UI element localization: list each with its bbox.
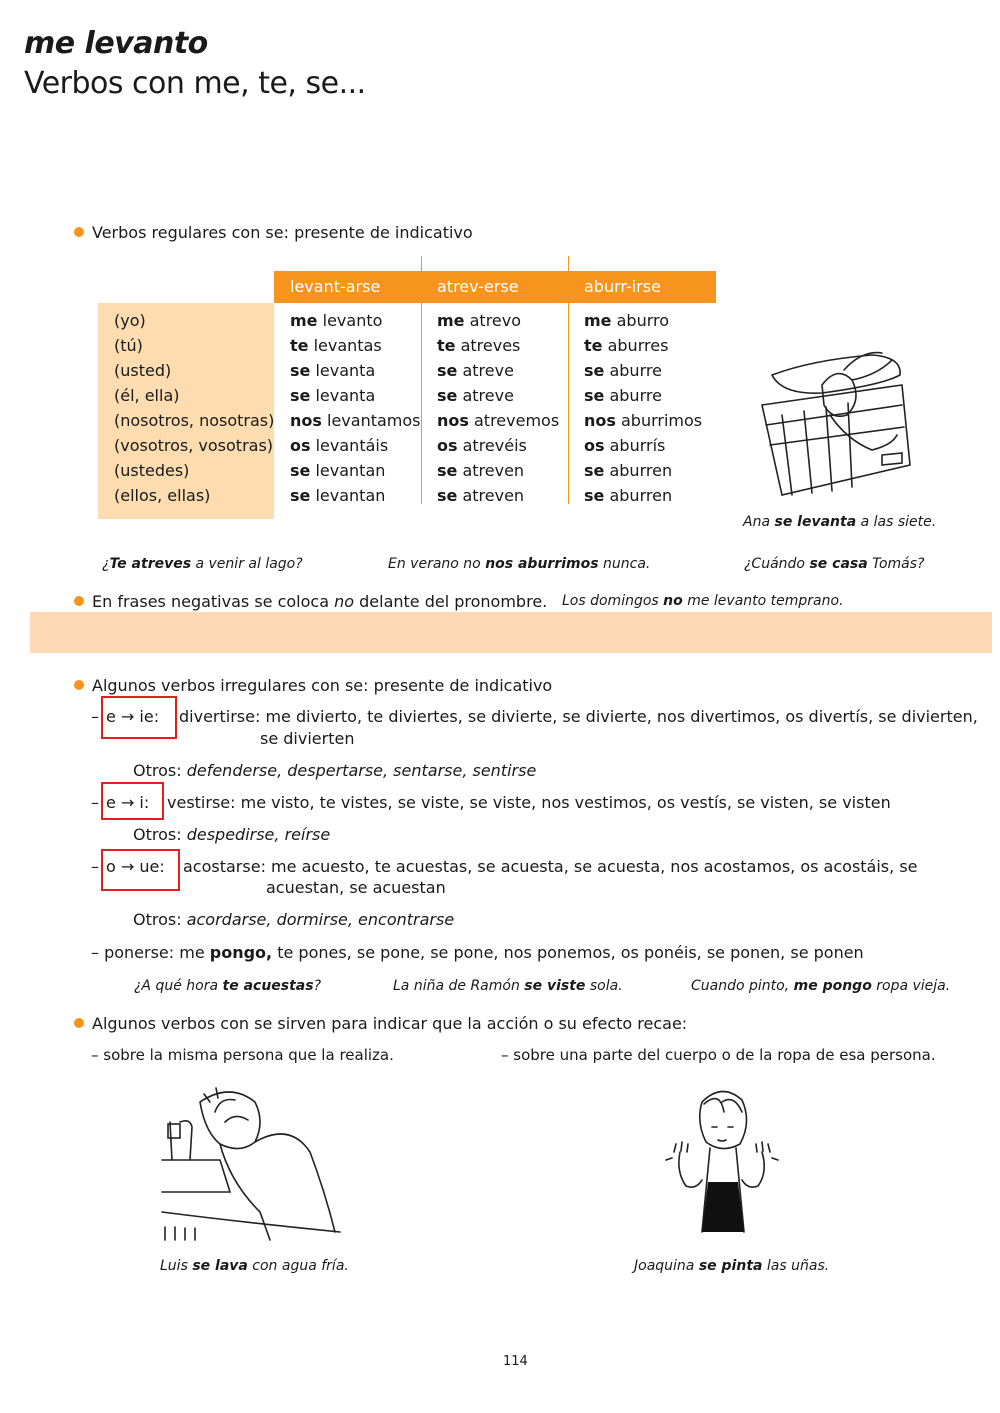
pronoun-cell: (yo) bbox=[114, 311, 146, 330]
conjugation-cell: se aburre bbox=[584, 361, 662, 380]
conjugation-cell: os aburrís bbox=[584, 436, 666, 455]
section-negative-heading: En frases negativas se coloca no delante del pronombre. bbox=[74, 592, 547, 611]
conjugation-cell: se aburren bbox=[584, 461, 673, 480]
conjugation-cell: se atreve bbox=[437, 361, 514, 380]
bullet-icon bbox=[74, 227, 84, 237]
example-sentence: En verano no nos aburrimos nunca. bbox=[388, 556, 651, 572]
other-verbs: Otros: despedirse, reírse bbox=[133, 825, 331, 844]
conjugation-cell: te aburres bbox=[584, 336, 669, 355]
verb-forms-vestirse: vestirse: me visto, te vistes, se viste, se viste, nos vestimos, os vestís, se visten, se visten bbox=[167, 793, 891, 812]
page-number: 114 bbox=[503, 1354, 528, 1369]
caption-luis: Luis se lava con agua fría. bbox=[160, 1258, 349, 1274]
caption-joaquina: Joaquina se pinta las uñas. bbox=[634, 1258, 830, 1274]
conjugation-cell: nos atrevemos bbox=[437, 411, 560, 430]
example-sentence: Cuando pinto, me pongo ropa vieja. bbox=[691, 978, 951, 994]
highlight-box bbox=[101, 696, 177, 739]
bullet-icon bbox=[74, 596, 84, 606]
example-sentence: La niña de Ramón se viste sola. bbox=[393, 978, 623, 994]
conjugation-cell: se atreven bbox=[437, 486, 525, 505]
page-title: me levanto bbox=[24, 26, 208, 61]
woman-waking-illustration bbox=[752, 345, 912, 505]
dash-marker: – bbox=[91, 857, 99, 876]
man-washing-illustration bbox=[160, 1082, 345, 1242]
separator-band bbox=[30, 612, 992, 653]
vowel-change-label: e → i: bbox=[106, 793, 150, 812]
dash-marker: – bbox=[91, 793, 99, 812]
conjugation-cell: se levanta bbox=[290, 386, 376, 405]
example-sentence: ¿A qué hora te acuestas? bbox=[134, 978, 322, 994]
conjugation-cell: me aburro bbox=[584, 311, 670, 330]
pronoun-cell: (él, ella) bbox=[114, 386, 180, 405]
pronoun-cell: (tú) bbox=[114, 336, 143, 355]
section-regular-heading: Verbos regulares con se: presente de indicativo bbox=[74, 223, 473, 242]
verb-forms-acostarse-cont: acuestan, se acuestan bbox=[266, 878, 446, 897]
conjugation-cell: se levantan bbox=[290, 461, 386, 480]
verb-forms-divertirse-cont: se divierten bbox=[260, 729, 355, 748]
conjugation-cell: te levantas bbox=[290, 336, 382, 355]
reflexive-case-body: – sobre una parte del cuerpo o de la ropa de esa persona. bbox=[501, 1046, 936, 1064]
woman-painting-nails-illustration bbox=[662, 1082, 782, 1237]
vowel-change-label: o → ue: bbox=[106, 857, 165, 876]
vowel-change-label: e → ie: bbox=[106, 707, 160, 726]
conjugation-cell: os levantáis bbox=[290, 436, 389, 455]
conjugation-cell: se aburren bbox=[584, 486, 673, 505]
example-sentence: ¿Cuándo se casa Tomás? bbox=[744, 556, 925, 572]
verb-forms-ponerse: – ponerse: me pongo, te pones, se pone, se pone, nos ponemos, os ponéis, se ponen, se ponen bbox=[91, 943, 864, 962]
pronoun-cell: (usted) bbox=[114, 361, 172, 380]
conjugation-cell: me levanto bbox=[290, 311, 383, 330]
conjugation-cell: se aburre bbox=[584, 386, 662, 405]
bullet-icon bbox=[74, 680, 84, 690]
highlight-box bbox=[101, 782, 164, 820]
bullet-icon bbox=[74, 1018, 84, 1028]
example-sentence: ¿Te atreves a venir al lago? bbox=[102, 556, 303, 572]
conjugation-cell: os atrevéis bbox=[437, 436, 527, 455]
conjugation-cell: se atreve bbox=[437, 386, 514, 405]
verb-forms-divertirse: divertirse: me divierto, te diviertes, se divierte, se divierte, nos divertimos, os divertís, se divierten, bbox=[179, 707, 978, 726]
conjugation-cell: se levantan bbox=[290, 486, 386, 505]
conjugation-cell: te atreves bbox=[437, 336, 521, 355]
pronoun-cell: (ellos, ellas) bbox=[114, 486, 211, 505]
reflexive-case-person: – sobre la misma persona que la realiza. bbox=[91, 1046, 394, 1064]
negative-example: Los domingos no me levanto temprano. bbox=[562, 593, 844, 609]
other-verbs: Otros: acordarse, dormirse, encontrarse bbox=[133, 910, 455, 929]
column-header-aburrirse: aburr-irse bbox=[584, 277, 661, 296]
column-divider bbox=[568, 256, 569, 504]
conjugation-cell: me atrevo bbox=[437, 311, 522, 330]
conjugation-cell: se atreven bbox=[437, 461, 525, 480]
pronoun-cell: (ustedes) bbox=[114, 461, 190, 480]
column-divider bbox=[421, 256, 422, 504]
pronoun-cell: (nosotros, nosotras) bbox=[114, 411, 275, 430]
column-header-atreverse: atrev-erse bbox=[437, 277, 519, 296]
section-irregular-heading: Algunos verbos irregulares con se: presente de indicativo bbox=[74, 676, 552, 695]
dash-marker: – bbox=[91, 707, 99, 726]
conjugation-cell: se levanta bbox=[290, 361, 376, 380]
illustration-caption-ana: Ana se levanta a las siete. bbox=[743, 514, 937, 530]
verb-forms-acostarse: acostarse: me acuesto, te acuestas, se acuesta, se acuesta, nos acostamos, os acostáis, se bbox=[183, 857, 918, 876]
pronoun-cell: (vosotros, vosotras) bbox=[114, 436, 274, 455]
page-subtitle: Verbos con me, te, se... bbox=[24, 66, 366, 101]
highlight-box bbox=[101, 849, 180, 891]
other-verbs: Otros: defenderse, despertarse, sentarse, sentirse bbox=[133, 761, 537, 780]
section-reflexive-heading: Algunos verbos con se sirven para indicar que la acción o su efecto recae: bbox=[74, 1014, 687, 1033]
column-header-levantarse: levant-arse bbox=[290, 277, 381, 296]
conjugation-cell: nos levantamos bbox=[290, 411, 421, 430]
conjugation-cell: nos aburrimos bbox=[584, 411, 703, 430]
